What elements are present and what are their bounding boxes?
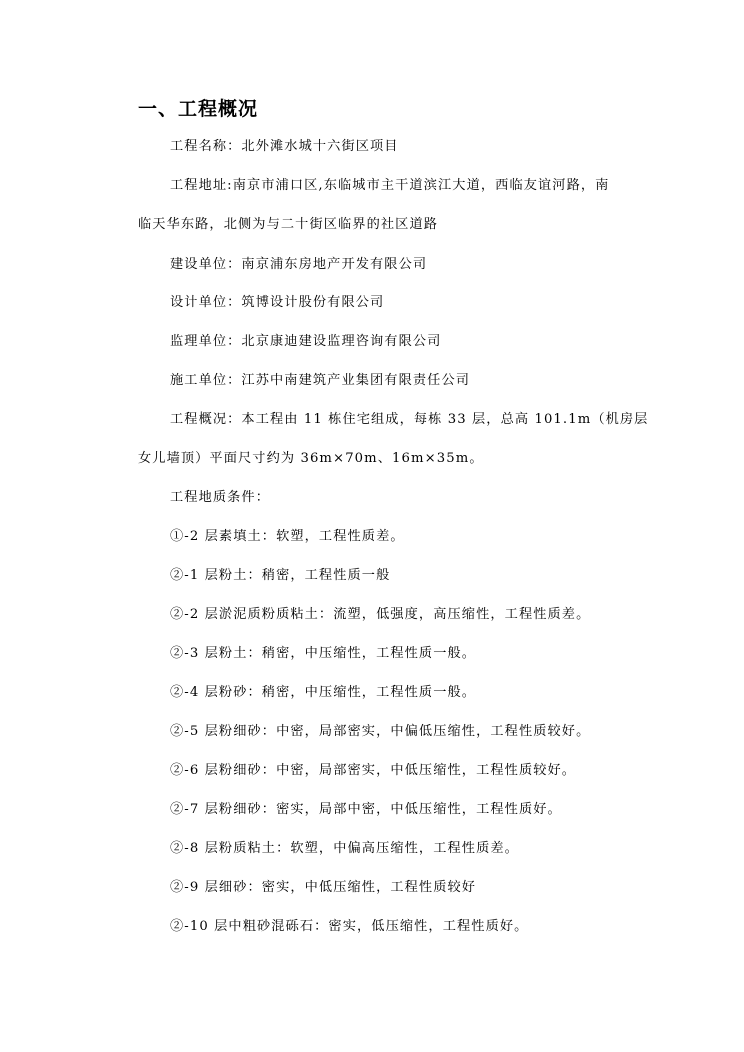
soil-layer-item: ②-5 层粉细砂：中密，局部密实，中偏低压缩性，工程性质较好。 <box>170 724 591 739</box>
soil-layer-item: ②-1 层粉土：稍密，工程性质一般 <box>170 568 391 583</box>
supervision-unit: 监理单位：北京康迪建设监理咨询有限公司 <box>170 334 442 349</box>
contractor-unit: 施工单位：江苏中南建筑产业集团有限责任公司 <box>170 373 471 388</box>
soil-layer-item: ①-2 层素填土：软塑，工程性质差。 <box>170 529 405 544</box>
soil-layer-item: ②-10 层中粗砂混砾石：密实，低压缩性，工程性质好。 <box>170 919 529 934</box>
soil-layer-item: ②-9 层细砂：密实，中低压缩性，工程性质较好 <box>170 880 477 895</box>
project-address-line-2: 临天华东路，北侧为与二十街区临界的社区道路 <box>138 217 439 232</box>
section-heading: 一、工程概况 <box>138 98 259 120</box>
soil-layer-item: ②-2 层淤泥质粉质粘土：流塑，低强度，高压缩性，工程性质差。 <box>170 607 591 622</box>
soil-layer-item: ②-7 层粉细砂：密实，局部中密，中低压缩性，工程性质好。 <box>170 802 562 817</box>
geology-heading: 工程地质条件： <box>170 490 271 505</box>
soil-layer-item: ②-6 层粉细砂：中密，局部密实，中低压缩性，工程性质较好。 <box>170 763 577 778</box>
construction-unit: 建设单位：南京浦东房地产开发有限公司 <box>170 257 428 272</box>
soil-layer-item: ②-3 层粉土：稍密，中压缩性，工程性质一般。 <box>170 646 477 661</box>
design-unit: 设计单位：筑博设计股份有限公司 <box>170 295 385 310</box>
project-overview-line-2: 女儿墙顶）平面尺寸约为 36m×70m、16m×35m。 <box>138 451 484 466</box>
soil-layer-item: ②-4 层粉砂：稍密，中压缩性，工程性质一般。 <box>170 685 477 700</box>
project-name: 工程名称：北外滩水城十六街区项目 <box>170 139 399 154</box>
soil-layer-item: ②-8 层粉质粘土：软塑，中偏高压缩性，工程性质差。 <box>170 841 519 856</box>
project-overview-line-1: 工程概况：本工程由 11 栋住宅组成，每栋 33 层，总高 101.1m（机房层 <box>170 412 649 427</box>
project-address-line-1: 工程地址:南京市浦口区,东临城市主干道滨江大道，西临友谊河路，南 <box>170 178 610 193</box>
